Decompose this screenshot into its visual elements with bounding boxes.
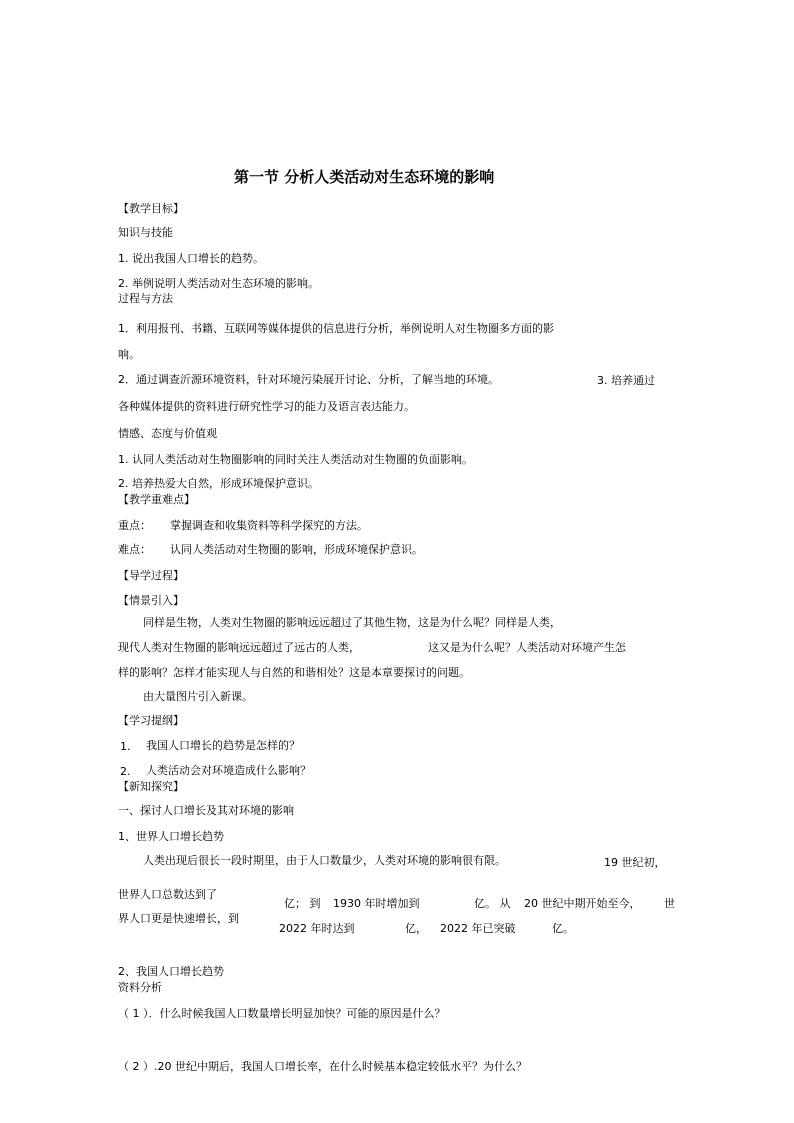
emotion-heading: 情感、态度与价值观 [118, 427, 217, 440]
world-population-left-1: 世界人口总数达到了 [118, 888, 217, 901]
data-analysis-heading: 资料分析 [118, 981, 162, 994]
process-heading: 过程与方法 [118, 292, 173, 305]
intro-heading: 【情景引入】 [118, 594, 184, 607]
page-title: 第一节 分析人类活动对生态环境的影响 [234, 168, 495, 186]
intro-line-1: 同样是生物，人类对生物圈的影响远远超过了其他生物，这是为什么呢？同样是人类， [143, 616, 561, 629]
intro-line-2a: 现代人类对生物圈的影响远远超过了远古的人类， [118, 641, 360, 654]
subsection-2-heading: 2、我国人口增长趋势 [118, 965, 224, 978]
objectives-heading: 【教学目标】 [118, 202, 184, 215]
process-item-2: 2．通过调查沂源环境资料，针对环境污染展开讨论、分析，了解当地的环境。 [118, 373, 499, 386]
fill-blank-b: 1930 年时增加到 [333, 897, 420, 910]
intro-line-2b: 这又是为什么呢？人类活动对环境产生怎 [428, 641, 626, 654]
outline-item-1-text: 我国人口增长的趋势是怎样的？ [146, 739, 300, 752]
process-item-1-line-2: 响。 [118, 348, 140, 361]
process-item-3-start: 3. 培养通过 [597, 374, 655, 387]
focus-text: 掌握调查和收集资料等科学探究的方法。 [170, 519, 368, 532]
outline-item-1-number: 1. [120, 740, 131, 753]
knowledge-item-2: 2. 举例说明人类活动对生态环境的影响。 [118, 277, 319, 290]
emotion-item-2: 2. 培养热爱大自然，形成环境保护意识。 [118, 477, 319, 490]
question-2: （ 2 ）.20 世纪中期后，我国人口增长率，在什么时候基本稳定较低水平？为什么？ [118, 1060, 527, 1073]
fill-blank-c: 亿。 从 [474, 897, 511, 910]
world-population-line-1-end: 19 世纪初， [604, 856, 666, 869]
intro-line-4: 由大量图片引入新课。 [143, 690, 253, 703]
fill-blank-h: 2022 年已突破 [440, 922, 516, 935]
knowledge-item-1: 1. 说出我国人口增长的趋势。 [118, 252, 264, 265]
explore-heading: 【新知探究】 [118, 780, 184, 793]
guide-heading: 【导学过程】 [118, 569, 184, 582]
fill-blank-g: 亿， [405, 922, 427, 935]
fill-blank-i: 亿。 [552, 922, 574, 935]
question-1: （ 1 ）．什么时候我国人口数量增长明显加快？可能的原因是什么？ [118, 1007, 446, 1020]
process-item-1-line-1: 1．利用报刊、书籍、互联网等媒体提供的信息进行分析，举例说明人对生物圈多方面的影 [118, 322, 554, 335]
outline-item-2-text: 人类活动会对环境造成什么影响？ [146, 764, 311, 777]
outline-heading: 【学习提纲】 [118, 714, 184, 727]
world-population-line-1: 人类出现后很长一段时期里，由于人口数量少，人类对环境的影响很有限。 [143, 854, 506, 867]
fill-blank-a: 亿； 到 [284, 897, 321, 910]
outline-item-2-number: 2. [120, 765, 131, 778]
knowledge-heading: 知识与技能 [118, 226, 173, 239]
fill-blank-d: 20 世纪中期开始至今， [524, 897, 641, 910]
subsection-1-heading: 1、世界人口增长趋势 [118, 830, 224, 843]
focus-label: 重点： [118, 519, 151, 532]
difficulty-label: 难点： [118, 543, 151, 556]
fill-blank-e: 世 [664, 897, 675, 910]
difficulty-text: 认同人类活动对生物圈的影响，形成环境保护意识。 [170, 543, 423, 556]
emotion-item-1: 1. 认同人类活动对生物圈影响的同时关注人类活动对生物圈的负面影响。 [118, 453, 473, 466]
process-item-3-line-2: 各种媒体提供的资料进行研究性学习的能力及语言表达能力。 [118, 400, 415, 413]
key-points-heading: 【教学重难点】 [118, 493, 195, 506]
world-population-left-2: 界人口更是快速增长，到 [118, 912, 239, 925]
fill-blank-f: 2022 年时达到 [279, 922, 355, 935]
intro-line-3: 样的影响？怎样才能实现人与自然的和谐相处？这是本章要探讨的问题。 [118, 666, 470, 679]
section-1-heading: 一、探讨人口增长及其对环境的影响 [118, 804, 294, 817]
